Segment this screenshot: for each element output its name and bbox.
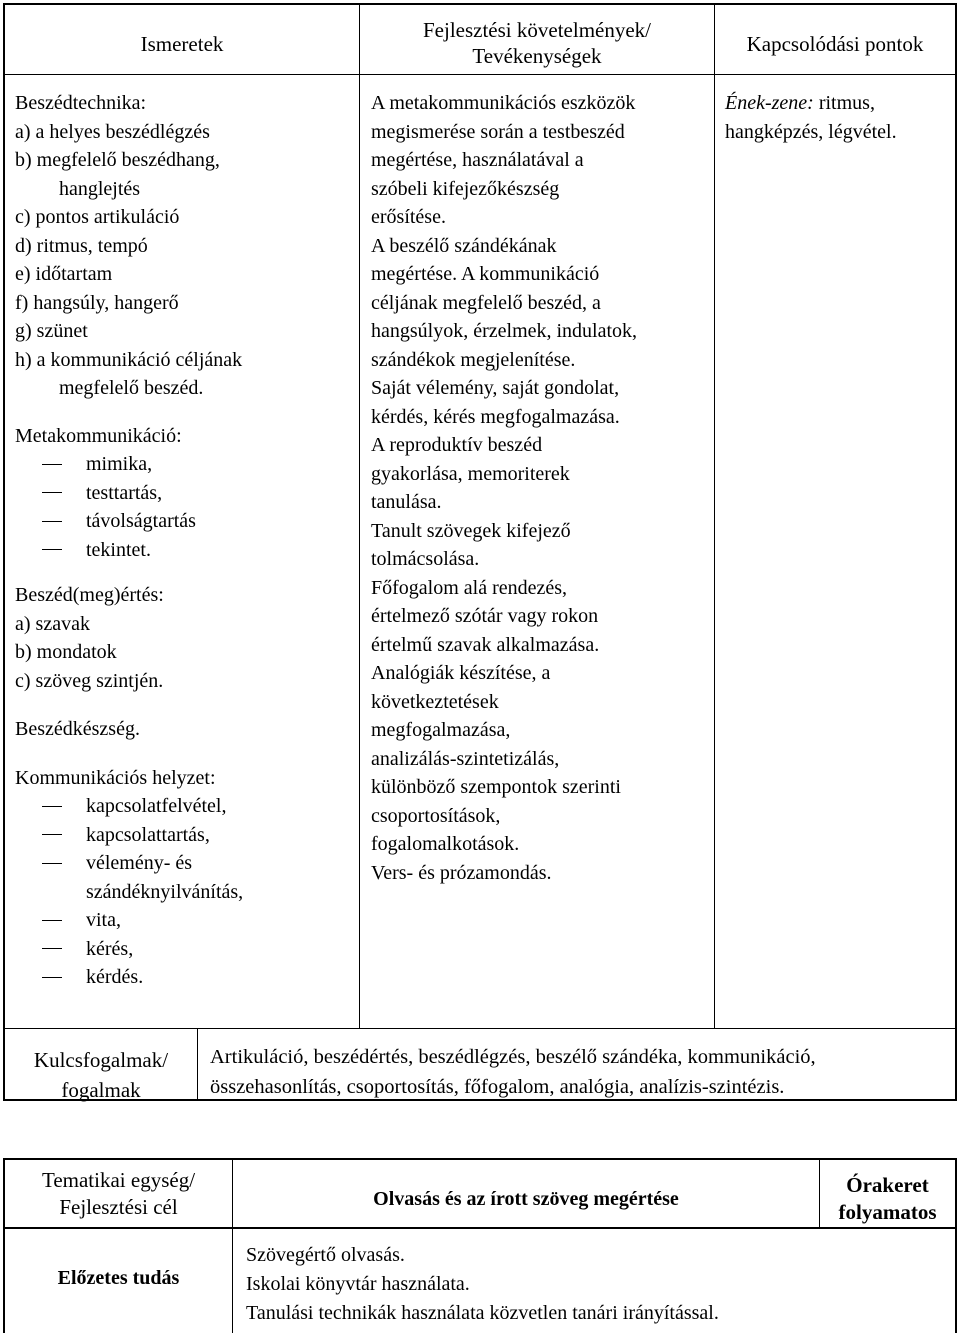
list-item: b) megfelelő beszédhang,	[15, 149, 220, 171]
orakeret	[820, 1172, 955, 1226]
dash-item-label: testtartás,	[86, 481, 163, 504]
table2-row-divider	[3, 1227, 957, 1229]
list-item: e) időtartam	[15, 263, 113, 285]
text-line: következtetések	[371, 690, 499, 713]
text-line: céljának megfelelő beszéd, a	[371, 291, 601, 314]
dash-item	[15, 450, 243, 479]
dash-item	[15, 792, 243, 821]
elozetes-tudas-list	[246, 1241, 719, 1328]
text-line: analizálás-szintetizálás,	[371, 747, 560, 770]
dash-bullet	[42, 920, 62, 921]
text-line: tanulása.	[371, 491, 442, 513]
tematikai-title	[233, 1186, 819, 1212]
text-line: tolmácsolása.	[371, 548, 480, 570]
komm-title: Kommunikációs helyzet:	[15, 766, 216, 789]
dash-item	[15, 821, 243, 850]
dash-item	[15, 536, 243, 565]
col2-fejlesztesi	[371, 89, 637, 887]
list-item: szándéknyilvánítás,	[86, 880, 244, 903]
header-fejlesztesi	[360, 17, 714, 69]
table1-header-divider	[3, 74, 957, 75]
list-item: hanglejtés	[59, 177, 141, 200]
tematikai-line1: Tematikai egység/	[41, 1168, 196, 1192]
dash-bullet	[42, 977, 62, 978]
header-fejlesztesi-line2: Tevékenységek	[472, 44, 602, 68]
table1-border-right	[955, 3, 957, 1101]
dash-bullet	[42, 948, 62, 949]
col3-kapcsolodasi	[725, 89, 897, 146]
dash-item-label: vélemény- és	[86, 852, 193, 874]
header-ismeretek-label: Ismeretek	[140, 32, 224, 56]
list-item: c) szöveg szintjén.	[15, 669, 164, 692]
dash-item-label: tekintet.	[86, 538, 151, 561]
text-line: csoportosítások,	[371, 804, 501, 827]
text-line: értelmező szótár vagy rokon	[371, 605, 599, 627]
list-item: g) szünet	[15, 320, 88, 342]
dash-bullet	[42, 464, 62, 465]
list-item: h) a kommunikáció céljának	[15, 348, 243, 371]
header-kapcsolodasi-label: Kapcsolódási pontok	[746, 32, 924, 56]
text-line: megértése, használatával a	[371, 149, 584, 171]
dash-item	[15, 849, 243, 878]
list-item: a) szavak	[15, 612, 90, 635]
table2-border-right	[955, 1158, 957, 1333]
table2-col1-divider	[232, 1158, 233, 1333]
table1-border-top	[3, 3, 957, 5]
list-item: megfelelő beszéd.	[59, 377, 204, 399]
kapcsolodas-subject: Ének-zene:	[725, 92, 814, 114]
beszedtechnika-title: Beszédtechnika:	[15, 92, 147, 114]
kulcsfogalmak-label-line1: Kulcsfogalmak/	[33, 1048, 169, 1072]
text-line: Tanult szövegek kifejező	[371, 519, 571, 542]
kulcsfogalmak-text-line2: összehasonlítás, csoportosítás, főfogalom, analógia, analízis-szintézis.	[210, 1076, 785, 1098]
text-line: szóbeli kifejezőkészség	[371, 177, 560, 200]
orakeret-label: Órakeret	[846, 1173, 929, 1197]
text-line: hangsúlyok, érzelmek, indulatok,	[371, 320, 638, 342]
kulcsfogalmak-label	[5, 1045, 197, 1105]
dash-bullet	[42, 521, 62, 522]
dash-item	[15, 906, 243, 935]
text-line: Saját vélemény, saját gondolat,	[371, 377, 620, 399]
kulcsfogalmak-text	[210, 1042, 816, 1102]
dash-item	[15, 507, 243, 536]
text-line: szándékok megjelenítése.	[371, 348, 576, 371]
header-fejlesztesi-line1: Fejlesztési követelmények/	[422, 18, 652, 42]
kulcsfogalmak-text-line1: Artikuláció, beszédértés, beszédlégzés, beszélő szándéka, kommunikáció,	[210, 1046, 816, 1068]
dash-bullet	[42, 863, 62, 864]
dash-bullet	[42, 806, 62, 807]
list-item: c) pontos artikuláció	[15, 206, 180, 228]
dash-item-label: kérdés.	[86, 966, 144, 988]
header-ismeretek	[5, 31, 359, 57]
dash-item	[15, 935, 243, 964]
dash-item-label: kapcsolatfelvétel,	[86, 795, 227, 817]
table2-border-top	[3, 1158, 957, 1160]
dash-item-label: kapcsolattartás,	[86, 823, 210, 846]
text-line: megismerése során a testbeszéd	[371, 120, 625, 143]
meta-title: Metakommunikáció:	[15, 424, 182, 447]
dash-item	[15, 963, 243, 992]
text-line: Vers- és prózamondás.	[371, 861, 552, 884]
elozetes-tudas-text: Előzetes tudás	[57, 1267, 180, 1289]
dash-bullet	[42, 492, 62, 493]
list-item: f) hangsúly, hangerő	[15, 291, 179, 314]
text-line: gyakorlása, memoriterek	[371, 462, 570, 485]
dash-bullet	[42, 549, 62, 550]
list-item: d) ritmus, tempó	[15, 234, 148, 257]
elozetes-tudas-label	[5, 1265, 232, 1291]
table1-border-left	[3, 3, 5, 1101]
text-line: Főfogalom alá rendezés,	[371, 576, 568, 599]
list-item: Iskolai könyvtár használata.	[246, 1273, 470, 1295]
dash-item-label: kérés,	[86, 937, 134, 960]
beszedkeszseg: Beszédkészség.	[15, 718, 140, 740]
dash-item-label: vita,	[86, 909, 121, 931]
table1-col1-divider	[359, 3, 360, 1028]
table1-col2-divider	[714, 3, 715, 1028]
text-line: fogalomalkotások.	[371, 833, 520, 855]
kulcsfogalmak-label-line2: fogalmak	[61, 1078, 141, 1102]
col1-ismeretek	[15, 89, 243, 992]
header-kapcsolodasi	[715, 31, 955, 57]
table1-kulcs-row-divider	[3, 1028, 957, 1029]
kapcsolodas-line2: hangképzés, légvétel.	[725, 120, 897, 143]
tematikai-title-text: Olvasás és az írott szöveg megértése	[373, 1188, 679, 1210]
text-line: erősítése.	[371, 206, 446, 228]
text-line: értelmű szavak alkalmazása.	[371, 633, 600, 656]
text-line: Analógiák készítése, a	[371, 662, 551, 684]
tematikai-line2: Fejlesztési cél	[59, 1195, 178, 1219]
list-item: a) a helyes beszédlégzés	[15, 120, 210, 143]
kapcsolodas-line1	[725, 89, 897, 118]
text-line: különböző szempontok szerinti	[371, 776, 621, 798]
text-line: A reproduktív beszéd	[371, 434, 543, 456]
dash-bullet	[42, 834, 62, 835]
megertes-title: Beszéd(meg)értés:	[15, 584, 164, 606]
table1-kulcs-col-divider	[197, 1028, 198, 1100]
list-item: Tanulási technikák használata közvetlen tanári irányítással.	[246, 1302, 719, 1324]
dash-item-label: távolságtartás	[86, 510, 196, 532]
dash-item-label: mimika,	[86, 453, 153, 475]
text-line: megértése. A kommunikáció	[371, 263, 600, 285]
text-line: megfogalmazása,	[371, 719, 511, 741]
list-item: b) mondatok	[15, 641, 117, 663]
tematikai-egyseg-label	[5, 1167, 232, 1221]
text-line: A beszélő szándékának	[371, 234, 557, 257]
text-line: A metakommunikációs eszközök	[371, 92, 636, 114]
orakeret-value: folyamatos	[838, 1200, 937, 1224]
kapcsolodas-rest: ritmus,	[813, 92, 875, 114]
text-line: kérdés, kérés megfogalmazása.	[371, 405, 620, 428]
list-item: Szövegértő olvasás.	[246, 1244, 405, 1266]
dash-item	[15, 479, 243, 508]
